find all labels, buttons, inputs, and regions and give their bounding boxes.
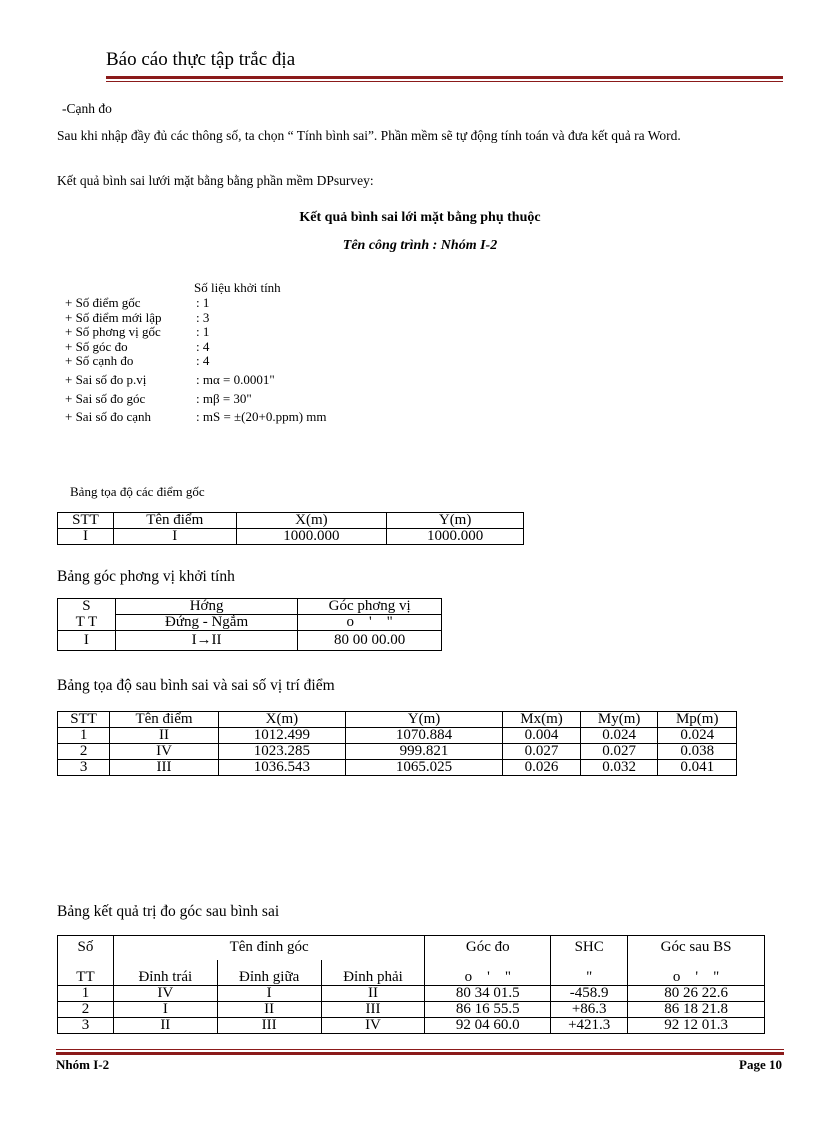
table-row bbox=[58, 529, 524, 545]
header-rule-thin bbox=[106, 81, 783, 82]
footer-rule bbox=[56, 1052, 784, 1055]
adjusted-table-header bbox=[58, 712, 737, 728]
table-row bbox=[58, 744, 737, 760]
table-cell: 0.032 bbox=[580, 760, 658, 776]
table-cell: 1 bbox=[58, 986, 114, 1002]
table-cell: 2 bbox=[58, 1002, 114, 1018]
origin-table-header bbox=[58, 513, 524, 529]
initial-data-value: : 3 bbox=[196, 309, 210, 325]
table-cell: 0.027 bbox=[503, 744, 581, 760]
table-cell: 1012.499 bbox=[218, 728, 345, 744]
initial-data-label: + Sai số đo p.vị bbox=[65, 371, 147, 387]
initial-data-value: : 1 bbox=[196, 295, 210, 310]
table-row bbox=[58, 631, 442, 651]
table-cell: IV bbox=[113, 986, 217, 1002]
table-cell: 80 00 00.00 bbox=[298, 631, 442, 651]
page-header-title: Báo cáo thực tập trắc địa bbox=[106, 49, 296, 70]
table-cell: 1000.000 bbox=[387, 529, 524, 545]
origin-col-stt: STT bbox=[58, 513, 114, 529]
table-cell: +421.3 bbox=[551, 1018, 628, 1034]
angles-col-adjusted-unit: o ' " bbox=[628, 960, 765, 986]
table-cell: 1070.884 bbox=[345, 728, 502, 744]
table-cell: 1065.025 bbox=[345, 760, 502, 776]
table-cell: 0.004 bbox=[503, 728, 581, 744]
table-cell: IV bbox=[110, 744, 219, 760]
adjusted-col-mp: Mp(m) bbox=[658, 712, 737, 728]
table-cell: 1000.000 bbox=[236, 529, 387, 545]
initial-data-row bbox=[65, 311, 327, 326]
angles-col-measured: Góc đo bbox=[425, 936, 551, 960]
adjusted-col-my: My(m) bbox=[580, 712, 658, 728]
azimuth-table bbox=[57, 598, 442, 651]
table-cell: 80 34 01.5 bbox=[425, 986, 551, 1002]
angles-col-middle: Đỉnh giữa bbox=[217, 960, 321, 986]
initial-data-label: + Số cạnh đo bbox=[65, 353, 134, 369]
initial-data-heading: Số liệu khởi tính bbox=[194, 280, 281, 295]
initial-data-row bbox=[65, 410, 327, 425]
table-cell: III bbox=[110, 760, 219, 776]
adjusted-col-stt: STT bbox=[58, 712, 110, 728]
origin-col-x: X(m) bbox=[236, 513, 387, 529]
table-cell: I→II bbox=[115, 631, 297, 651]
initial-data-row bbox=[65, 373, 327, 388]
initial-data-value: : 4 bbox=[196, 338, 210, 354]
angles-col-no: Số bbox=[58, 936, 114, 960]
origin-col-name: Tên điểm bbox=[113, 513, 236, 529]
initial-data-value: : mα = 0.0001" bbox=[196, 371, 275, 387]
table-row bbox=[58, 986, 765, 1002]
table-row bbox=[58, 760, 737, 776]
azimuth-table-title: Bảng góc phơng vị khởi tính bbox=[57, 568, 235, 585]
azimuth-col-unit: o ' " bbox=[298, 615, 442, 631]
initial-data-value: : 1 bbox=[196, 324, 210, 340]
angles-col-shc-unit: " bbox=[551, 960, 628, 986]
initial-data-label: + Số phơng vị gốc bbox=[65, 324, 161, 340]
initial-data-row bbox=[65, 392, 327, 407]
adjusted-table bbox=[57, 711, 737, 776]
table-cell: III bbox=[217, 1018, 321, 1034]
intro-line-3: Kết quả bình sai lưới mặt bằng bằng phần mềm DPsurvey: bbox=[57, 173, 374, 188]
table-cell: III bbox=[321, 1002, 425, 1018]
table-cell: I bbox=[58, 631, 116, 651]
origin-table bbox=[57, 512, 524, 545]
table-cell: 1023.285 bbox=[218, 744, 345, 760]
table-cell: 1 bbox=[58, 728, 110, 744]
table-cell: II bbox=[113, 1018, 217, 1034]
adjusted-col-x: X(m) bbox=[218, 712, 345, 728]
table-cell: 92 12 01.3 bbox=[628, 1018, 765, 1034]
footer-rule-thin bbox=[56, 1049, 784, 1050]
table-cell: 0.024 bbox=[658, 728, 737, 744]
table-cell: 0.027 bbox=[580, 744, 658, 760]
table-cell: 0.038 bbox=[658, 744, 737, 760]
intro-line-2: Sau khi nhập đầy đủ các thông số, ta chọn “ Tính bình sai”. Phần mềm sẽ tự động tính toán và đưa kết quả ra Word. bbox=[57, 128, 681, 143]
angles-col-vertex: Tên đỉnh góc bbox=[113, 936, 424, 960]
table-cell: I bbox=[217, 986, 321, 1002]
intro-line-1: -Cạnh đo bbox=[62, 101, 112, 116]
table-cell: -458.9 bbox=[551, 986, 628, 1002]
table-cell: II bbox=[110, 728, 219, 744]
table-cell: 0.026 bbox=[503, 760, 581, 776]
initial-data-row bbox=[65, 354, 327, 369]
initial-data-row bbox=[65, 340, 327, 355]
table-cell: I bbox=[113, 529, 236, 545]
table-cell: 92 04 60.0 bbox=[425, 1018, 551, 1034]
angles-col-shc: SHC bbox=[551, 936, 628, 960]
initial-data-value: : mS = ±(20+0.ppm) mm bbox=[196, 409, 327, 425]
origin-col-y: Y(m) bbox=[387, 513, 524, 529]
azimuth-header-1 bbox=[58, 599, 442, 615]
adjusted-col-name: Tên điểm bbox=[110, 712, 219, 728]
footer-group-name: Nhóm I-2 bbox=[56, 1057, 110, 1072]
table-row bbox=[58, 728, 737, 744]
table-cell: 86 16 55.5 bbox=[425, 1002, 551, 1018]
angles-col-measured-unit: o ' " bbox=[425, 960, 551, 986]
table-cell: II bbox=[217, 1002, 321, 1018]
report-title: Kết quả bình sai lới mặt bằng phụ thuộc bbox=[299, 210, 541, 225]
table-cell: +86.3 bbox=[551, 1002, 628, 1018]
table-cell: 1036.543 bbox=[218, 760, 345, 776]
adjusted-col-y: Y(m) bbox=[345, 712, 502, 728]
table-cell: 0.041 bbox=[658, 760, 737, 776]
initial-data-label: + Số điểm mới lập bbox=[65, 309, 162, 325]
table-cell: 999.821 bbox=[345, 744, 502, 760]
angles-col-right: Đỉnh phải bbox=[321, 960, 425, 986]
angles-header-1 bbox=[58, 936, 765, 960]
adjusted-table-title: Bảng tọa độ sau bình sai và sai số vị trí điểm bbox=[57, 677, 335, 694]
table-cell: I bbox=[113, 1002, 217, 1018]
table-cell: 86 18 21.8 bbox=[628, 1002, 765, 1018]
initial-data-label: + Sai số đo cạnh bbox=[65, 409, 152, 425]
adjusted-col-mx: Mx(m) bbox=[503, 712, 581, 728]
initial-data-row bbox=[65, 296, 327, 311]
table-row bbox=[58, 1018, 765, 1034]
angles-col-left: Đỉnh trái bbox=[113, 960, 217, 986]
angles-table-title: Bảng kết quả trị đo góc sau bình sai bbox=[57, 903, 280, 920]
table-cell: II bbox=[321, 986, 425, 1002]
table-cell: 3 bbox=[58, 1018, 114, 1034]
angles-header-2 bbox=[58, 960, 765, 986]
azimuth-col-stt: S bbox=[58, 599, 116, 615]
header-rule bbox=[106, 76, 783, 79]
table-cell: IV bbox=[321, 1018, 425, 1034]
azimuth-col-direction: Hớng bbox=[115, 599, 297, 615]
footer-page-number: Page 10 bbox=[739, 1057, 782, 1072]
initial-data-label: + Sai số đo góc bbox=[65, 390, 146, 406]
report-project: Tên công trình : Nhóm I-2 bbox=[342, 238, 498, 253]
angles-col-no-2: TT bbox=[58, 960, 114, 986]
azimuth-col-angle: Góc phơng vị bbox=[298, 599, 442, 615]
initial-data-list bbox=[65, 296, 327, 425]
initial-data-label: + Số góc đo bbox=[65, 338, 128, 354]
angles-table bbox=[57, 935, 765, 1034]
initial-data-label: + Số điểm gốc bbox=[65, 295, 141, 310]
azimuth-header-2 bbox=[58, 615, 442, 631]
initial-data-value: : mβ = 30" bbox=[196, 390, 252, 406]
table-row bbox=[58, 1002, 765, 1018]
origin-table-title: Bảng tọa độ các điểm gốc bbox=[70, 484, 205, 499]
table-cell: I bbox=[58, 529, 114, 545]
initial-data-row bbox=[65, 325, 327, 340]
angles-col-adjusted: Góc sau BS bbox=[628, 936, 765, 960]
initial-data-value: : 4 bbox=[196, 353, 210, 369]
table-cell: 2 bbox=[58, 744, 110, 760]
azimuth-col-direction-2: Đứng - Ngắm bbox=[115, 615, 297, 631]
table-cell: 80 26 22.6 bbox=[628, 986, 765, 1002]
table-cell: 3 bbox=[58, 760, 110, 776]
azimuth-col-stt-2: T T bbox=[58, 615, 116, 631]
table-cell: 0.024 bbox=[580, 728, 658, 744]
